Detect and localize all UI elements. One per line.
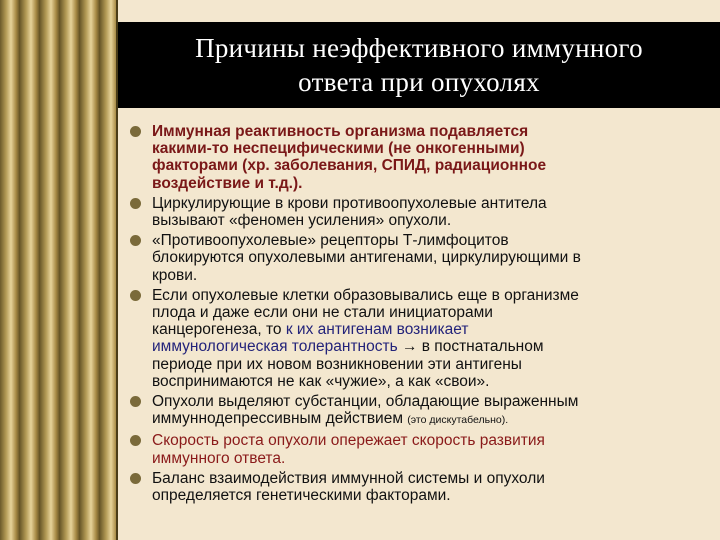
- bullet-item-5: [130, 393, 714, 429]
- bullet-5-line-1: Опухоли выделяют субстанции, обладающие выраженным: [152, 393, 579, 411]
- bullet-4-line-5: периоде при их новом возникновении эти антигены: [152, 355, 522, 373]
- bullet-2-line-1: Циркулирующие в крови противоопухолевые антитела: [152, 194, 547, 212]
- bullet-icon: [130, 396, 141, 407]
- bullet-1-line-1: Иммунная реактивность организма подавляется: [152, 123, 529, 140]
- bullet-item-6: [130, 432, 714, 466]
- bullet-icon: [130, 235, 141, 246]
- slide-title-line-1: Причины неэффективного иммунного: [195, 33, 643, 63]
- bullet-5-line-2-text: иммуннодепрессивным действием: [152, 410, 408, 428]
- bullet-icon: [130, 473, 141, 484]
- bullet-3-line-1: «Противоопухолевые» рецепторы Т-лимфоцитов: [152, 232, 509, 250]
- slide-title-line-2: ответа при опухолях: [298, 67, 540, 97]
- bullet-1-line-2: какими-то неспецифическими (не онкогенными): [152, 140, 525, 158]
- bullet-5-note: (это дискутабельно).: [407, 414, 509, 427]
- bullet-icon: [130, 126, 141, 137]
- bullet-4-line-3: [152, 321, 714, 338]
- bullet-4-line-3-text: канцерогенеза, то: [152, 321, 286, 339]
- bullet-2-line-2: вызывают «феномен усиления» опухоли.: [152, 212, 452, 230]
- bullet-item-3: [130, 232, 714, 284]
- bullet-item-1: [130, 123, 714, 192]
- bullet-4-line-4-text: → в постнатальном: [397, 338, 544, 356]
- bullet-item-2: [130, 195, 714, 229]
- bullet-4-line-2: плода и даже если они не стали инициаторами: [152, 304, 493, 322]
- bullet-5-line-2: [152, 410, 714, 429]
- bullet-4-line-6: воспринимаются не как «чужие», а как «свои».: [152, 372, 490, 390]
- bullet-4-highlight-1: к их антигенам возникает: [285, 321, 469, 339]
- bullet-list: [130, 123, 714, 507]
- bullet-4-highlight-2: иммунологическая толерантность: [152, 338, 398, 356]
- bullet-icon: [130, 435, 141, 446]
- bullet-7-line-2: определяется генетическими факторами.: [152, 487, 451, 505]
- bullet-7-line-1: Баланс взаимодействия иммунной системы и опухоли: [152, 469, 545, 487]
- bullet-4-line-4: [152, 338, 714, 355]
- bullet-3-line-3: крови.: [152, 266, 198, 284]
- bullet-1-line-4: воздействие и т.д.).: [152, 174, 303, 192]
- bullet-6-line-2: иммунного ответа.: [152, 449, 286, 467]
- bullet-3-line-2: блокируются опухолевыми антигенами, циркулирующими в: [152, 249, 581, 267]
- decorative-stripes: [0, 0, 118, 540]
- bullet-6-line-1: Скорость роста опухоли опережает скорость развития: [152, 432, 545, 450]
- bullet-icon: [130, 290, 141, 301]
- bullet-icon: [130, 198, 141, 209]
- bullet-item-4: [130, 287, 714, 390]
- bullet-1-line-3: факторами (хр. заболевания, СПИД, радиационное: [152, 157, 547, 175]
- slide-title-box: [118, 22, 720, 108]
- bullet-4-line-1: Если опухолевые клетки образовывались еще в организме: [152, 286, 579, 304]
- bullet-item-7: [130, 470, 714, 504]
